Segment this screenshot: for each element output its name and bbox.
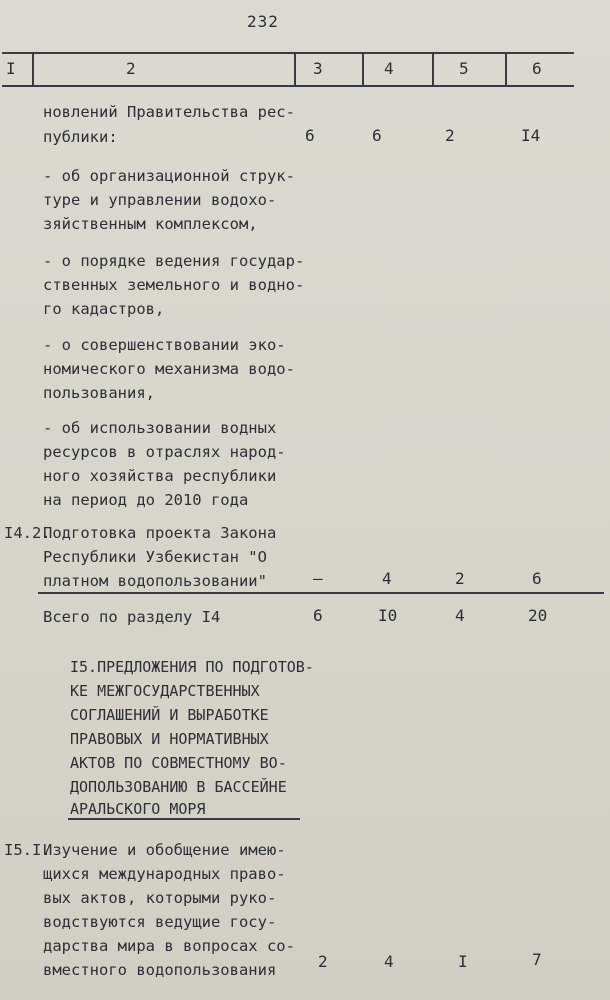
column-divider (294, 52, 296, 86)
section-heading-underline (68, 818, 300, 820)
item-org-structure-line: туре и управлении водохо- (43, 191, 277, 209)
total-14-label: Всего по разделу I4 (43, 608, 221, 626)
section-total-rule (38, 592, 604, 594)
row-14-2-text-line: Республики Узбекистан "О (43, 548, 267, 566)
row-14-2-text-line: Подготовка проекта Закона (43, 524, 277, 542)
column-divider (32, 52, 34, 86)
column-divider (505, 52, 507, 86)
item-water-resources-line: ного хозяйства республики (43, 467, 277, 485)
section-15-heading-line: I5.ПРЕДЛОЖЕНИЯ ПО ПОДГОТОВ- (70, 658, 314, 676)
section-15-heading-line: ДОПОЛЬЗОВАНИЮ В БАССЕЙНЕ (70, 778, 287, 796)
table-header-rule (2, 85, 574, 87)
table-top-rule (2, 52, 574, 54)
item-economic-mechanism-line: пользования, (43, 384, 155, 402)
column-header-6: 6 (532, 59, 542, 78)
item-cadastre-line: ственных земельного и водно- (43, 276, 305, 294)
row-14-1-text-line: публики: (43, 128, 118, 146)
row-15-1-text-line: щихся международных право- (43, 865, 286, 883)
column-divider (362, 52, 364, 86)
item-org-structure-line: - об организационной струк- (43, 167, 295, 185)
total-14-value-col6: 20 (528, 606, 548, 625)
row-15-1-text-line: Изучение и обобщение имею- (43, 841, 286, 859)
row-14-1-value-col6: I4 (521, 126, 541, 145)
section-15-heading-line: АКТОВ ПО СОВМЕСТНОМУ ВО- (70, 754, 287, 772)
item-economic-mechanism-line: - о совершенствовании эко- (43, 336, 286, 354)
row-15-1-text-line: водствуются ведущие госу- (43, 913, 277, 931)
row-14-2-value-col4: 4 (382, 569, 392, 588)
section-15-heading-line: СОГЛАШЕНИЙ И ВЫРАБОТКЕ (70, 706, 269, 724)
row-14-2-value-col5: 2 (455, 569, 465, 588)
total-14-value-col4: I0 (378, 606, 398, 625)
item-cadastre-line: го кадастров, (43, 300, 165, 318)
row-14-1-value-col5: 2 (445, 126, 455, 145)
row-15-1-text-line: вместного водопользования (43, 961, 277, 979)
item-water-resources-line: - об использовании водных (43, 419, 277, 437)
column-header-4: 4 (384, 59, 394, 78)
row-15-1-value-col6: 7 (532, 950, 542, 969)
column-header-5: 5 (459, 59, 469, 78)
row-15-1-number: I5.I. (4, 841, 51, 859)
row-15-1-text-line: дарства мира в вопросах со- (43, 937, 295, 955)
row-14-2-number: I4.2. (4, 524, 51, 542)
row-15-1-value-col5: I (458, 952, 468, 971)
row-14-2-value-col6: 6 (532, 569, 542, 588)
total-14-value-col5: 4 (455, 606, 465, 625)
section-15-heading-line: ПРАВОВЫХ И НОРМАТИВНЫХ (70, 730, 269, 748)
column-divider (432, 52, 434, 86)
section-15-heading-line: АРАЛЬСКОГО МОРЯ (70, 800, 206, 818)
row-14-1-text-line: новлений Правительства рес- (43, 103, 295, 121)
page-number: 232 (247, 12, 279, 31)
item-cadastre-line: - о порядке ведения государ- (43, 252, 305, 270)
column-header-3: 3 (313, 59, 323, 78)
column-header-2: 2 (126, 59, 136, 78)
row-15-1-value-col4: 4 (384, 952, 394, 971)
item-water-resources-line: на период до 2010 года (43, 491, 249, 509)
row-14-2-value-col3: – (313, 569, 323, 588)
row-14-1-value-col4: 6 (372, 126, 382, 145)
row-15-1-value-col3: 2 (318, 952, 328, 971)
item-economic-mechanism-line: номического механизма водо- (43, 360, 295, 378)
column-header-1: I (6, 59, 16, 78)
item-water-resources-line: ресурсов в отраслях народ- (43, 443, 286, 461)
row-14-1-value-col3: 6 (305, 126, 315, 145)
item-org-structure-line: зяйственным комплексом, (43, 215, 258, 233)
total-14-value-col3: 6 (313, 606, 323, 625)
section-15-heading-line: КЕ МЕЖГОСУДАРСТВЕННЫХ (70, 682, 260, 700)
row-15-1-text-line: вых актов, которыми руко- (43, 889, 277, 907)
row-14-2-text-line: платном водопользовании" (43, 572, 267, 590)
